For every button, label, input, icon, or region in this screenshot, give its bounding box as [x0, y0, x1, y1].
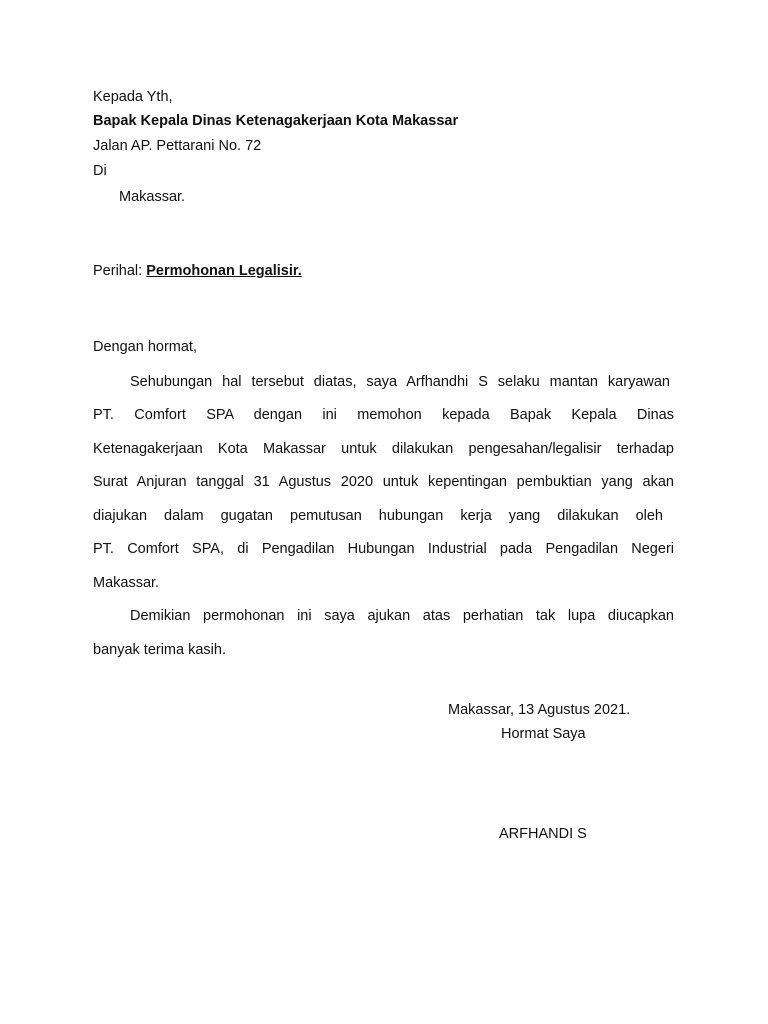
body-line: banyak terima kasih.	[93, 642, 226, 658]
subject-value: Permohonan Legalisir.	[146, 263, 302, 279]
recipient-city: Makassar.	[119, 189, 186, 205]
recipient-name: Bapak Kepala Dinas Ketenagakerjaan Kota Makassar	[93, 113, 459, 129]
body-line: Sehubungan hal tersebut diatas, saya Arfhandhi S selaku mantan karyawan	[130, 374, 670, 390]
body-line: Surat Anjuran tanggal 31 Agustus 2020 untuk kepentingan pembuktian yang akan	[93, 474, 674, 490]
body-line: Demikian permohonan ini saya ajukan atas perhatian tak lupa diucapkan	[130, 608, 674, 624]
body-line: Makassar.	[93, 575, 160, 591]
recipient-di: Di	[93, 163, 107, 179]
body-line: Ketenagakerjaan Kota Makassar untuk dilakukan pengesahan/legalisir terhadap	[93, 441, 674, 457]
subject-line	[93, 262, 302, 280]
recipient-salutation: Kepada Yth,	[93, 89, 173, 105]
closing-place-date: Makassar, 13 Agustus 2021.	[448, 702, 631, 718]
signatory-name: ARFHANDI S	[499, 826, 587, 842]
greeting: Dengan hormat,	[93, 339, 197, 355]
recipient-address: Jalan AP. Pettarani No. 72	[93, 138, 262, 154]
subject-label: Perihal:	[93, 263, 143, 279]
body-line: PT. Comfort SPA, di Pengadilan Hubungan Industrial pada Pengadilan Negeri	[93, 541, 674, 557]
body-line: PT. Comfort SPA dengan ini memohon kepada Bapak Kepala Dinas	[93, 407, 674, 423]
closing-regards: Hormat Saya	[501, 726, 586, 742]
body-line: diajukan dalam gugatan pemutusan hubungan kerja yang dilakukan oleh	[93, 508, 663, 524]
